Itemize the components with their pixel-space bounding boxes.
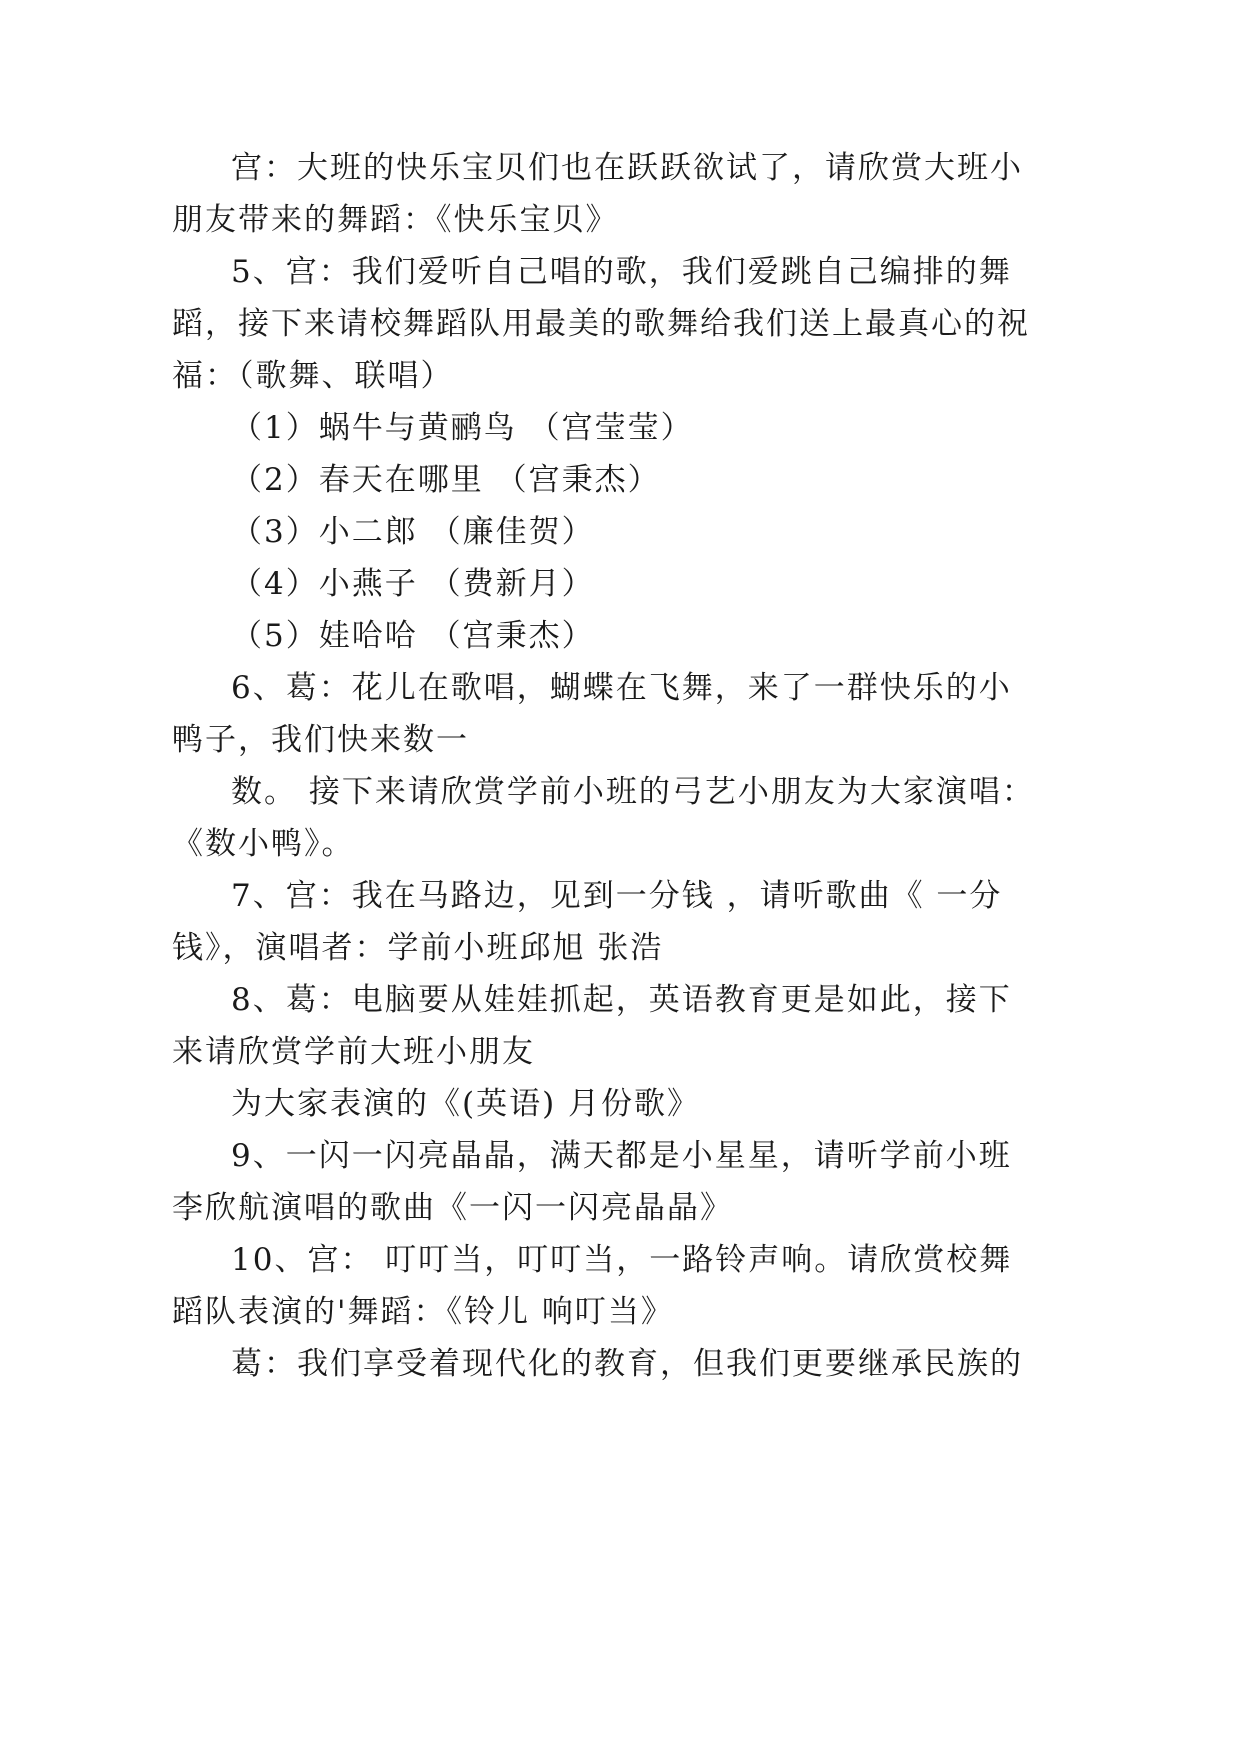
text-line-15: 7、宫：我在马路边，见到一分钱 ，请听歌曲《 一分 xyxy=(231,878,1003,914)
text-line-21: 李欣航演唱的歌曲《一闪一闪亮晶晶》 xyxy=(172,1190,733,1226)
text-line-5: 福：（歌舞、联唱） xyxy=(172,358,454,394)
text-line-7: （2）春天在哪里 （宫秉杰） xyxy=(231,462,661,498)
text-line-12: 鸭子，我们快来数一 xyxy=(172,722,469,758)
text-line-9: （4）小燕子 （费新月） xyxy=(231,566,595,602)
text-line-22: 10、宫： 叮叮当，叮叮当，一路铃声响。请欣赏校舞 xyxy=(231,1242,1013,1278)
text-line-17: 8、葛：电脑要从娃娃抓起，英语教育更是如此，接下 xyxy=(231,982,1012,1018)
text-line-18: 来请欣赏学前大班小朋友 xyxy=(172,1034,535,1070)
text-line-14: 《数小鸭》。 xyxy=(172,826,355,862)
text-line-2: 朋友带来的舞蹈：《快乐宝贝》 xyxy=(172,202,619,238)
text-line-1: 宫：大班的快乐宝贝们也在跃跃欲试了，请欣赏大班小 xyxy=(231,150,1023,186)
text-line-3: 5、宫：我们爱听自己唱的歌，我们爱跳自己编排的舞 xyxy=(231,254,1012,290)
text-line-4: 蹈，接下来请校舞蹈队用最美的歌舞给我们送上最真心的祝 xyxy=(172,306,1030,342)
text-line-24: 葛：我们享受着现代化的教育，但我们更要继承民族的 xyxy=(231,1346,1023,1382)
text-line-19: 为大家表演的《(英语) 月份歌》 xyxy=(231,1086,701,1122)
text-line-13: 数。 接下来请欣赏学前小班的弓艺小朋友为大家演唱： xyxy=(231,774,1035,810)
text-line-10: （5）娃哈哈 （宫秉杰） xyxy=(231,618,595,654)
text-line-8: （3）小二郎 （廉佳贺） xyxy=(231,514,595,550)
text-line-6: （1）蜗牛与黄鹂鸟 （宫莹莹） xyxy=(231,410,694,446)
text-line-16: 钱》，演唱者：学前小班邱旭 张浩 xyxy=(172,930,664,966)
text-line-23: 蹈队表演的'舞蹈：《铃儿 响叮当》 xyxy=(172,1294,674,1330)
text-line-11: 6、葛：花儿在歌唱，蝴蝶在飞舞，来了一群快乐的小 xyxy=(231,670,1012,706)
text-line-20: 9、一闪一闪亮晶晶，满天都是小星星，请听学前小班 xyxy=(231,1138,1012,1174)
